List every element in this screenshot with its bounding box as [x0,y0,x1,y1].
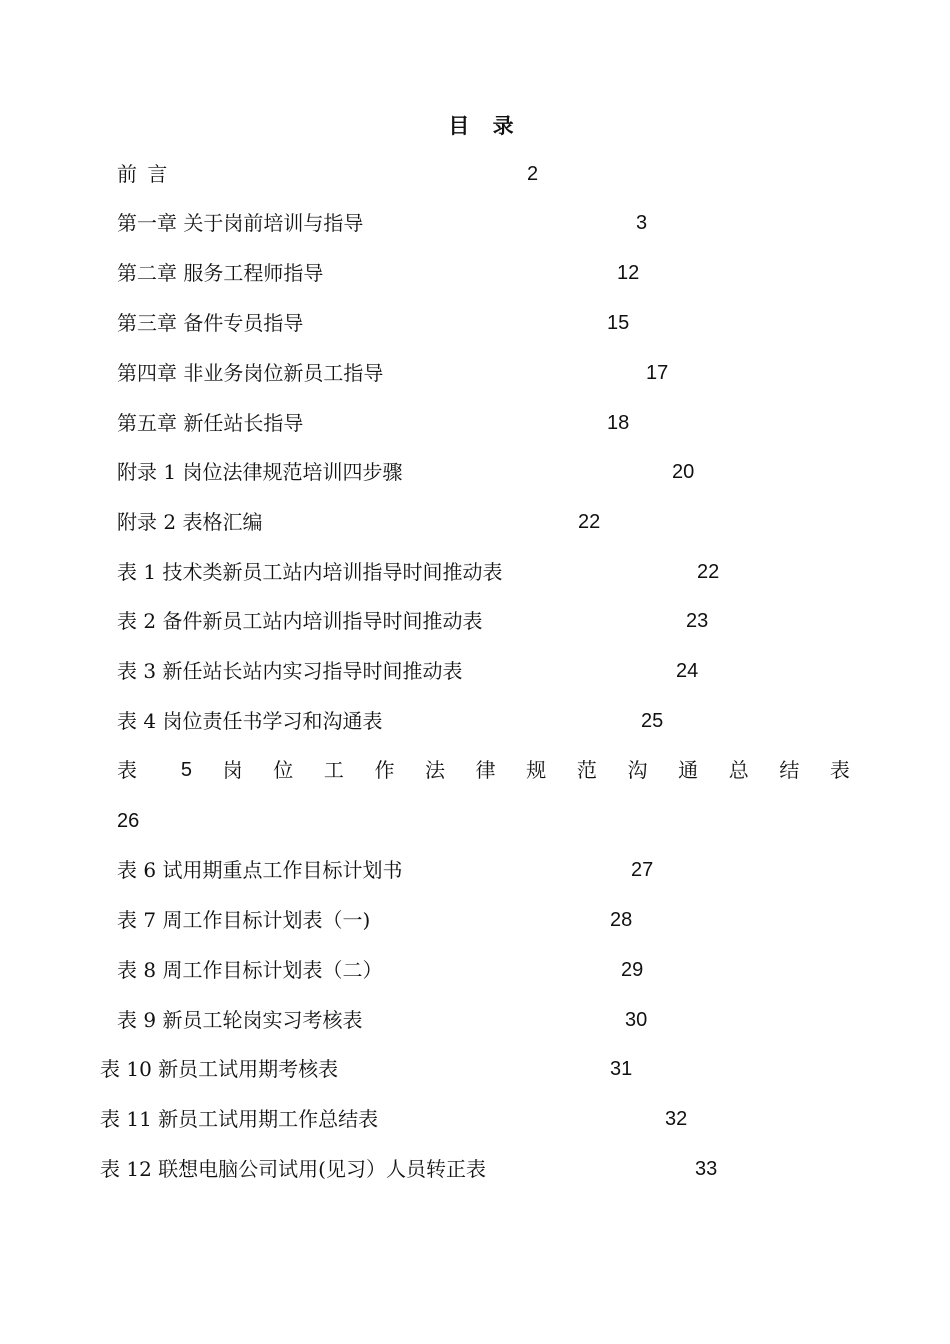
toc-entry-page: 24 [676,660,699,682]
table5-char: 结 [779,758,800,782]
table5-char: 表 [829,758,850,782]
toc-entry-page: 33 [695,1158,718,1180]
table5-char: 作 [374,758,395,782]
table5-number: 5 [180,759,192,781]
toc-entry-page: 29 [621,959,644,981]
toc-entry-page: 31 [610,1058,633,1080]
toc-entry-page: 18 [607,412,630,434]
toc-entry-label[interactable]: 表 10 新员工试用期考核表 [100,1057,339,1081]
table5-char: 总 [728,758,749,782]
toc-entry-label[interactable]: 表 9 新员工轮岗实习考核表 [117,1008,363,1032]
toc-entry-page: 20 [672,461,695,483]
toc-entry-page: 28 [610,909,633,931]
toc-entry-page: 22 [578,511,601,533]
table5-char: 沟 [627,758,648,782]
toc-entry-page: 17 [646,362,669,384]
table5-char: 岗 [222,758,243,782]
toc-entry-label[interactable]: 表 11 新员工试用期工作总结表 [100,1107,379,1131]
toc-entry-page: 27 [631,859,654,881]
toc-entry-label[interactable]: 第三章 备件专员指导 [117,311,304,335]
toc-entry-page: 22 [697,561,720,583]
table5-char: 通 [678,758,699,782]
toc-entry-page: 30 [625,1009,648,1031]
toc-entry-label[interactable]: 表 3 新任站长站内实习指导时间推动表 [117,659,463,683]
toc-entry-label[interactable]: 前 言 [117,162,170,186]
toc-entry-label[interactable]: 第四章 非业务岗位新员工指导 [117,361,384,385]
toc-entry-label[interactable]: 第一章 关于岗前培训与指导 [117,211,364,235]
toc-entry-page: 32 [665,1108,688,1130]
toc-entry-page: 15 [607,312,630,334]
table5-char: 工 [323,758,344,782]
table5-prefix: 表 [117,758,137,782]
toc-entry-page: 25 [641,710,664,732]
toc-entry-page: 3 [636,212,648,234]
toc-entry-label[interactable]: 附录 2 表格汇编 [117,510,263,534]
toc-entry-page: 26 [117,810,140,832]
toc-entry-label[interactable]: 表 6 试用期重点工作目标计划书 [117,858,403,882]
toc-entry-label[interactable]: 表 12 联想电脑公司试用(见习）人员转正表 [100,1157,486,1181]
toc-entry-label[interactable]: 表 8 周工作目标计划表（二） [117,958,383,982]
table5-char: 律 [475,758,496,782]
toc-entry-label[interactable]: 第二章 服务工程师指导 [117,261,324,285]
table5-char: 位 [273,758,294,782]
toc-entry-page: 2 [527,163,539,185]
toc-entry-label[interactable]: 第五章 新任站长指导 [117,411,304,435]
page-title: 目 录 [448,114,522,138]
toc-entry-label[interactable]: 附录 1 岗位法律规范培训四步骤 [117,460,403,484]
toc-entry-label[interactable]: 表 7 周工作目标计划表（一) [117,908,371,932]
table5-char: 范 [576,758,597,782]
toc-entry-page: 12 [617,262,640,284]
toc-entry-label[interactable]: 表 2 备件新员工站内培训指导时间推动表 [117,609,483,633]
table5-char: 法 [425,758,446,782]
toc-entry-table5-label[interactable] [117,755,850,785]
toc-entry-label[interactable]: 表 1 技术类新员工站内培训指导时间推动表 [117,560,503,584]
toc-entry-label[interactable]: 表 4 岗位责任书学习和沟通表 [117,709,383,733]
toc-entry-page: 23 [686,610,709,632]
table5-char: 规 [526,758,547,782]
